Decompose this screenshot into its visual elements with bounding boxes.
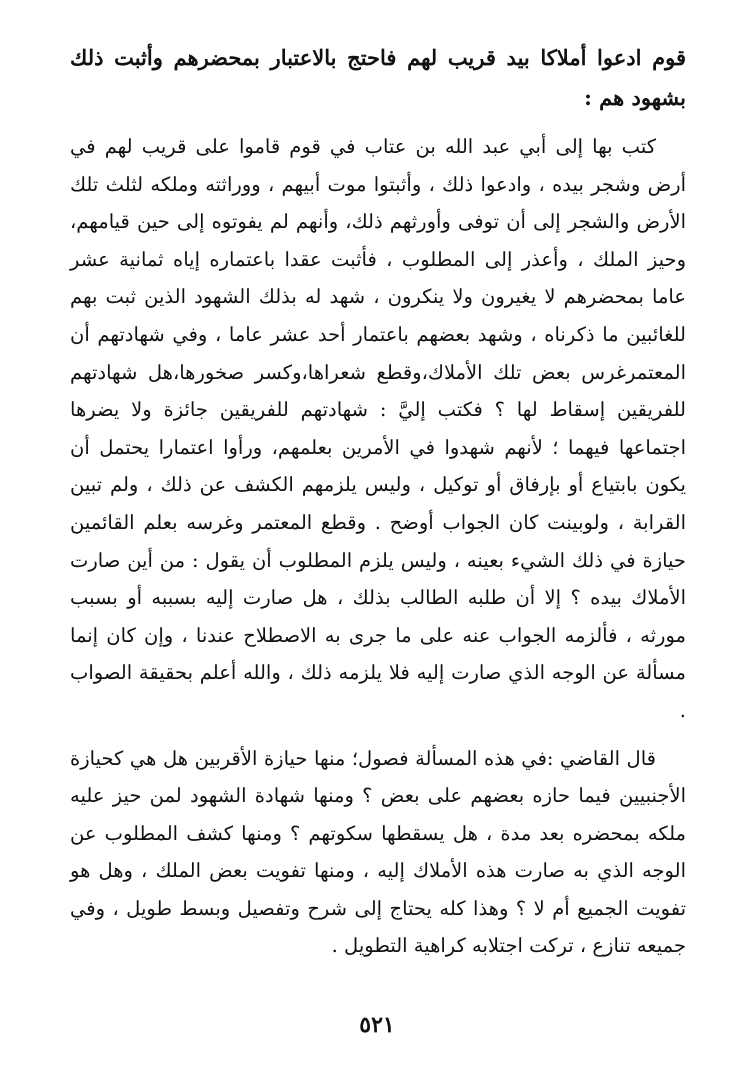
paragraph-question: كتب بها إلى أبي عبد الله بن عتاب في قوم قاموا على قريب لهم في أرض وشجر بيده ، وادعوا ذلك ، وأثبتوا موت أبيهم ، ووراثته وملكه لثلث تلك الأرض والشجر إلى أن توفى وأورثهم ذلك، وأنهم لم يفوتوه إلى حين قيامهم، وحيز الملك ، وأعذر إلى المطلوب ، فأثبت عقدا باعتماره إياه ثمانية عشر عاما بمحضرهم لا يغيرون ولا ينكرون ، شهد له بذلك الشهود الذين ثبت بهم للغائبين ما ذكرناه ، وشهد بعضهم باعتمار أحد عشر عاما ، وفي شهادتهم أن المعتمرغرس بعض تلك الأملاك،وقطع شعراها،وكسر صخورها،هل شهادتهم للفريقين إسقاط لها ؟ فكتب إليَّ : شهادتهم للفريقين جائزة ولا يضرها اجتماعها فيهما ؛ لأنهم شهدوا في الأمرين بعلمهم، ورأوا اعتمارا يحتمل أن يكون بابتياع أو بإرفاق أو توكيل ، وليس يلزمهم الكشف عن ذلك ، ولم تبين القرابة ، ولوبينت كان الجواب أوضح . وقطع المعتمر وغرسه بعلم القائمين حيازة في ذلك الشيء بعينه ، وليس يلزم المطلوب أن يقول : من أين صارت الأملاك بيده ؟ إلا أن طلبه الطالب بذلك ، هل صارت إليه بسببه أو بسبب مورثه ، فألزمه الجواب عنه على ما جرى به الاصطلاح عندنا ، وإن كان إنما مسألة عن الوجه الذي صارت إليه فلا يلزمه ذلك ، والله أعلم بحقيقة الصواب . [70,135,686,722]
page-number: ٥٢١ [359,1012,395,1038]
paragraph-commentary: قال القاضي :في هذه المسألة فصول؛ منها حيازة الأقربين هل هي كحيازة الأجنبيين فيما حازه بعضهم على بعض ؟ ومنها شهادة الشهود لمن حيز عليه ملكه بمحضره بعد مدة ، هل يسقطها سكوتهم ؟ ومنها كشف المطلوب عن الوجه الذي به صارت هذه الأملاك إليه ، ومنها تفويت بعض الملك ، وهل هو تفويت الجميع أم لا ؟ وهذا كله يحتاج إلى شرح وتفصيل وبسط طويل ، وفي جميعه تنازع ، تركت اجتلابه كراهية التطويل . [70,746,686,958]
page-body [70,38,686,965]
section-heading: قوم ادعوا أملاكا بيد قريب لهم فاحتج بالاعتبار بمحضرهم وأثبت ذلك بشهود هم : [70,45,686,110]
